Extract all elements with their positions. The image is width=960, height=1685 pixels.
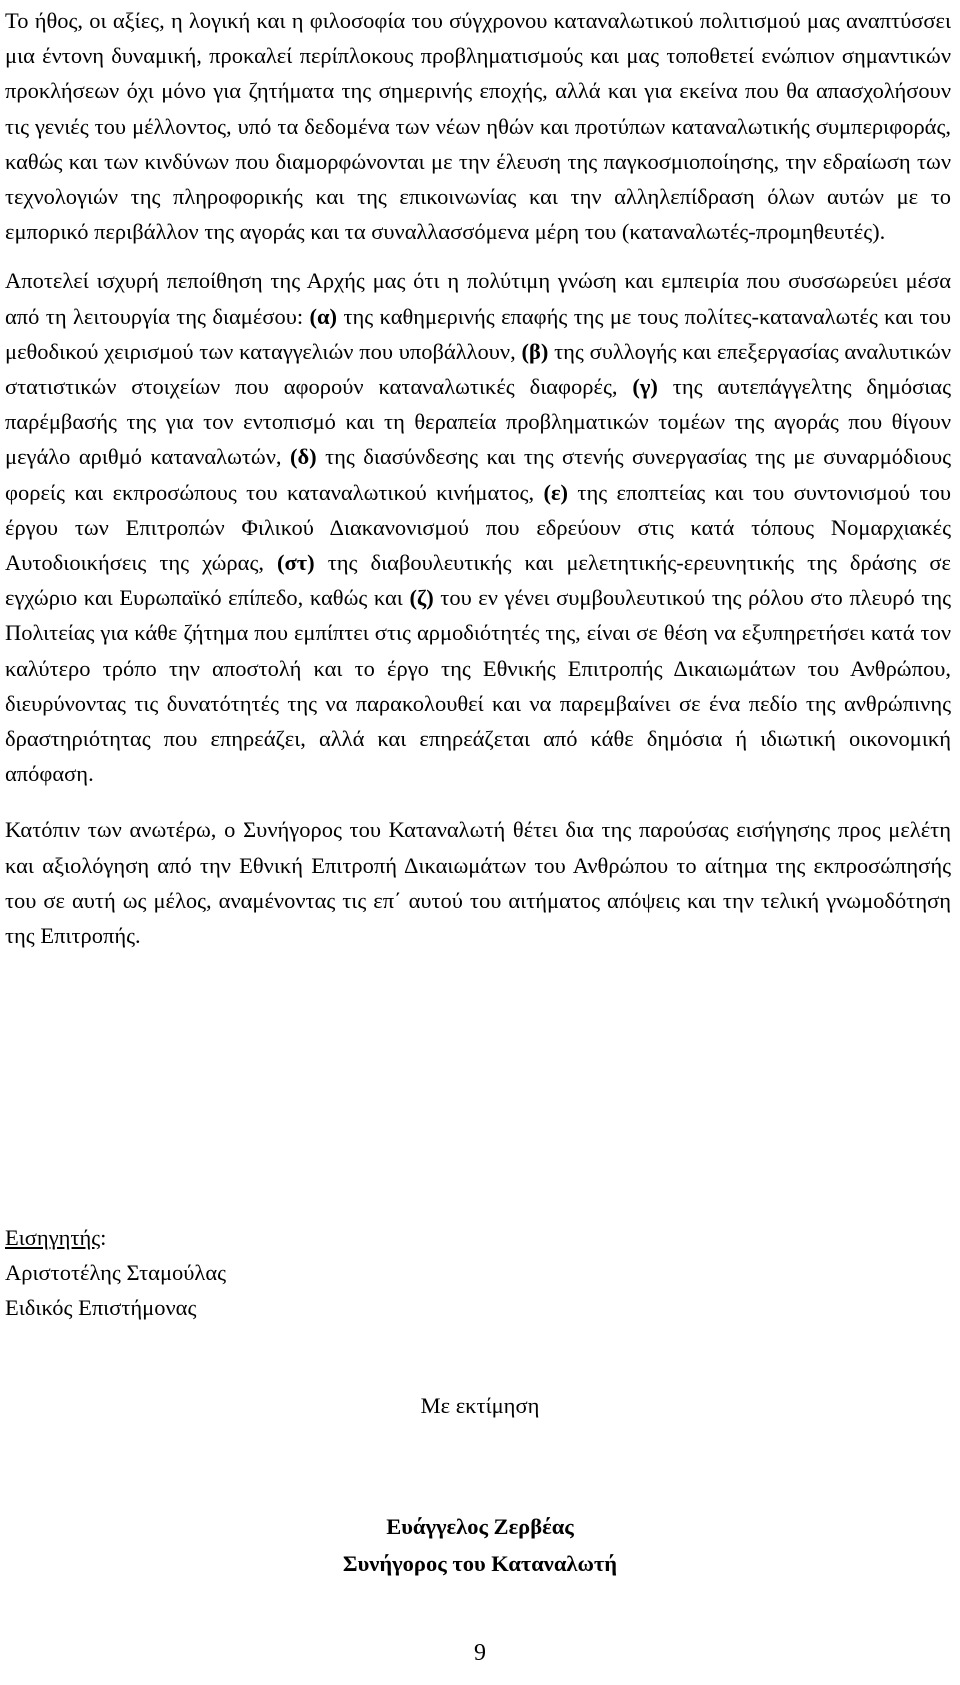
paragraph-authority-experience <box>5 263 951 791</box>
list-marker-b: (β) <box>521 338 549 364</box>
rapporteur-block <box>5 1220 226 1325</box>
list-item-b: της συλλογής και επεξεργασίας αναλυτικών στατιστικών στοιχείων που αφορούν καταναλωτικές διαφορές, <box>5 338 951 400</box>
signature-block <box>0 1508 960 1582</box>
list-marker-e: (ε) <box>543 479 569 505</box>
rapporteur-heading <box>5 1220 226 1255</box>
document-body <box>5 0 951 953</box>
rapporteur-label: Εισηγητής <box>5 1225 101 1250</box>
rapporteur-title: Ειδικός Επιστήμονας <box>5 1295 197 1320</box>
rapporteur-colon: : <box>100 1225 107 1250</box>
rapporteur-name: Αριστοτέλης Σταμούλας <box>5 1260 227 1285</box>
list-marker-d: (δ) <box>290 444 317 470</box>
paragraph-2-intro: Αποτελεί ισχυρή πεποίθηση της Αρχής μας ότι η πολύτιμη γνώση και εμπειρία που συσσωρεύει μέσα από τη λειτουργία της διαμέσου: <box>5 268 951 329</box>
list-item-a: της καθημερινής επαφής της με τους πολίτες-καταναλωτές και του μεθοδικού χειρισμού των καταγγελιών που υποβάλλουν, <box>5 303 951 364</box>
list-marker-g: (ζ) <box>409 585 434 611</box>
list-item-c: της αυτεπάγγελτης δημόσιας παρέμβασής της για τον εντοπισμό και τη θεραπεία προβληματικών τομέων της αγοράς που θίγουν μεγάλο αριθμό καταναλωτών, <box>5 374 951 470</box>
list-item-e: της εποπτείας και του συντονισμού του έργου των Επιτροπών Φιλικού Διακανονισμού που εδρεύουν στις κατά τόπους Νομαρχιακές Αυτοδιοικήσεις της χώρας, <box>5 479 951 576</box>
signatory-title: Συνήγορος του Καταναλωτή <box>342 1551 618 1576</box>
paragraph-intro: Το ήθος, οι αξίες, η λογική και η φιλοσοφία του σύγχρονου καταναλωτικού πολιτισμού μας αναπτύσσει μια έντονη δυναμική, προκαλεί περίπλοκους προβληματισμούς και μας τοποθετεί ενώπιον σημαντικών προκλήσεων όχι μόνο για ζητήματα της σημερινής εποχής, αλλά και για εκείνα που θα απασχολήσουν τις γενιές του μέλλοντος, υπό τα δεδομένα των νέων ηθών και προτύπων καταναλωτικής συμπεριφοράς, καθώς και των κινδύνων που διαμορφώνονται με την έλευση της παγκοσμιοποίησης, την εδραίωση των τεχνολογιών της πληροφορικής και της επικοινωνίας και την αλληλεπίδραση όλων αυτών με το εμπορικό περιβάλλον της αγοράς και τα συναλλασσόμενα μέρη του (καταναλωτές-προμηθευτές). <box>5 8 951 245</box>
paragraph-conclusion: Κατόπιν των ανωτέρω, ο Συνήγορος του Καταναλωτή θέτει δια της παρούσας εισήγησης προς μελέτη και αξιολόγηση από την Εθνική Επιτροπή Δικαιωμάτων του Ανθρώπου το αίτημα της εκπροσώπησής του σε αυτή ως μέλος, αναμένοντας τις επ΄ αυτού του αιτήματος απόψεις και την τελική γνωμοδότηση της Επιτροπής. <box>5 817 951 949</box>
signatory-name: Ευάγγελος Ζερβέας <box>386 1514 574 1539</box>
list-marker-a: (α) <box>309 303 338 329</box>
closing-salutation: Με εκτίμηση <box>420 1393 540 1418</box>
list-marker-f: (στ) <box>277 550 315 576</box>
page-number: 9 <box>474 1640 486 1666</box>
list-marker-c: (γ) <box>632 374 658 400</box>
list-item-f: της διαβουλευτικής και μελετητικής-ερευνητικής της δράσης σε εγχώριο και Ευρωπαϊκό επίπεδο, καθώς και <box>5 550 951 611</box>
list-item-g: του εν γένει συμβουλευτικού της ρόλου στο πλευρό της Πολιτείας για κάθε ζήτημα που εμπίπτει στις αρμοδιότητές της, είναι σε θέση να εξυπηρετήσει κατά τον καλύτερο τρόπο την αποστολή και το έργο της Εθνικής Επιτροπής Δικαιωμάτων του Ανθρώπου, διευρύνοντας τις δυνατότητές της να παρακολουθεί και να παρεμβαίνει σε ένα πεδίο της ανθρώπινης δραστηριότητας που επηρεάζει, αλλά και επηρεάζεται από κάθε δημόσια ή ιδιωτική οικονομική απόφαση. <box>5 585 951 787</box>
list-item-d: της διασύνδεσης και της στενής συνεργασίας της με συναρμόδιους φορείς και εκπροσώπους του καταναλωτικού κινήματος, <box>5 444 951 505</box>
